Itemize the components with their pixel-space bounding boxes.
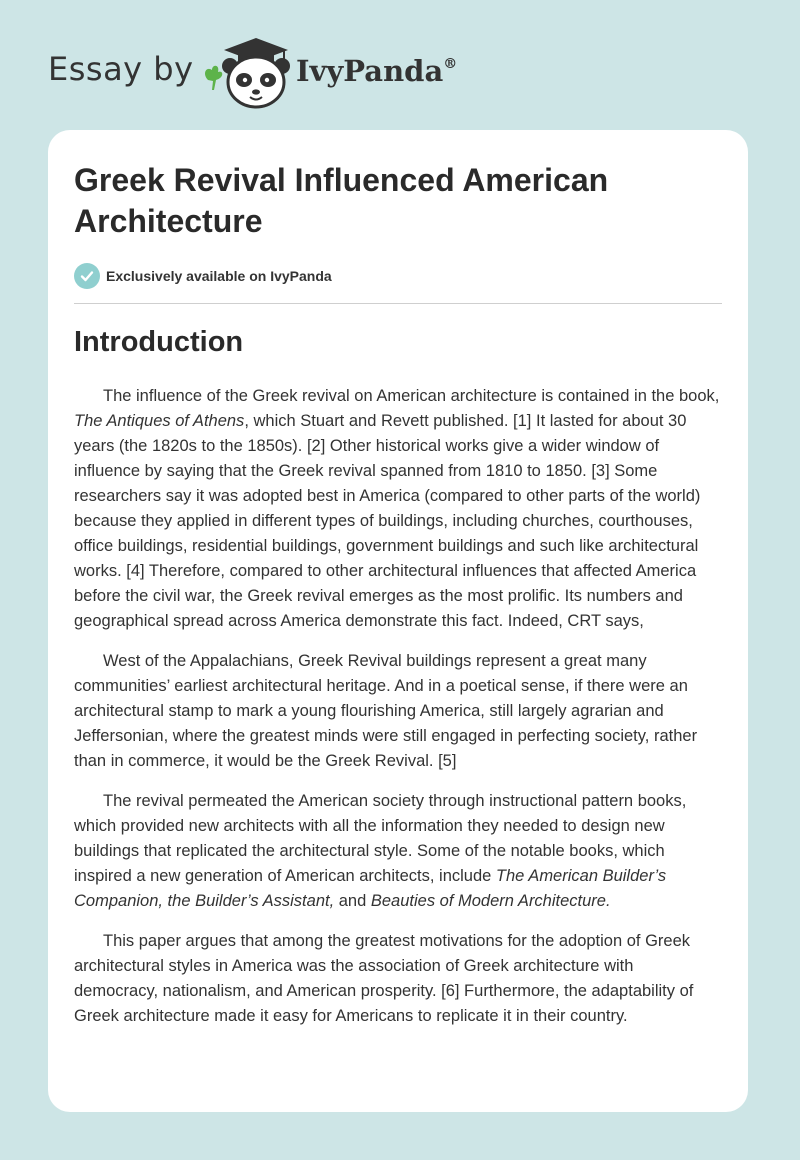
section-heading: Introduction — [74, 326, 244, 358]
site-header — [48, 36, 548, 110]
panda-graduate-logo-icon — [200, 36, 292, 110]
article-body — [74, 384, 722, 1044]
paragraph-1: The influence of the Greek revival on American architecture is contained in the book, The Antiques of Athens, which Stuart and Revett published. [1] It lasted for about 30 years (the 1820s to the 1850s). [2] Other historical works give a wider window of influence by saying that the Greek revival spanned from 1810 to 1850. [3] Some researchers say it was adopted best in America (compared to other parts of the world) because they applied in different types of buildings, including churches, courthouses, office buildings, residential buildings, government buildings and such like architectural works. [4] Therefore, compared to other architectural influences that affected America before the civil war, the Greek revival emerges as the most prolific. Its numbers and geographical spread across America demonstrate this fact. Indeed, CRT says, — [74, 387, 720, 630]
paragraph-2-quote: West of the Appalachians, Greek Revival buildings represent a great many communities’ earliest architectural heritage. And in a poetical sense, if there were an architectural stamp to mark a young flourishing America, still largely agrarian and Jeffersonian, where the greatest minds were still engaged in perfecting society, rather than in commerce, it would be the Greek Revival. [5] — [74, 652, 698, 770]
paragraph-3: The revival permeated the American society through instructional pattern books, which provided new architects with all the information they needed to design new buildings that replicated the architectural style. Some of the notable books, which inspired a new generation of American architects, include The American Builder’s Companion, the Builder’s Assistant, and Beauties of Modern Architecture. — [74, 792, 687, 910]
exclusive-label: Exclusively available on IvyPanda — [106, 268, 332, 284]
divider — [74, 303, 722, 304]
paragraph-4: This paper argues that among the greatest motivations for the adoption of Greek architectural styles in America was the association of Greek architecture with democracy, nationalism, and American prosperity. [6] Furthermore, the adaptability of Greek architecture made it easy for Americans to replicate it in their country. — [74, 932, 694, 1025]
brand-name[interactable]: IvyPanda® — [296, 54, 458, 88]
exclusive-badge — [74, 262, 332, 290]
check-icon — [74, 263, 100, 289]
essay-by-label: Essay by — [48, 50, 194, 88]
essay-card — [48, 130, 748, 1112]
page-title: Greek Revival Influenced American Architecture — [74, 162, 609, 239]
